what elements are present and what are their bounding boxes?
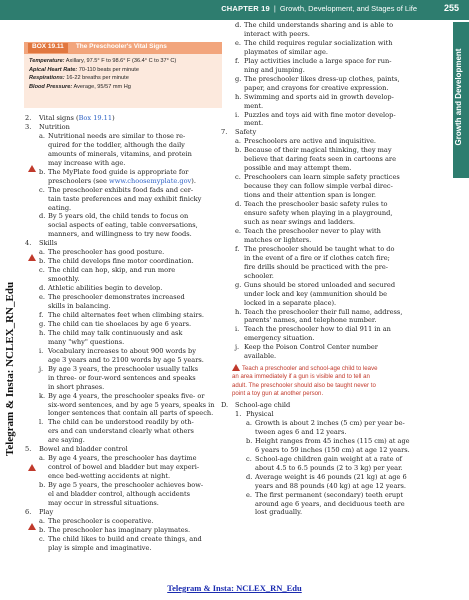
section-heading — [25, 114, 221, 123]
item-letter: a. — [235, 137, 242, 146]
item-line: The child can be understood readily by oth- — [48, 418, 194, 427]
list-item — [235, 200, 440, 227]
item-line: Guns should be stored unloaded and secured — [244, 280, 396, 289]
item-letter: b. — [246, 436, 253, 445]
item-letter: c. — [246, 454, 252, 463]
item-letter: k. — [39, 391, 46, 400]
section-number: 1. — [235, 409, 242, 418]
item-line: Swimming and sports aid in growth develop- — [244, 92, 394, 101]
right-column — [221, 21, 440, 517]
priority-triangle-icon — [28, 254, 36, 261]
item-line: The preschooler is cooperative. — [48, 516, 154, 525]
item-line: Height ranges from 45 inches (115 cm) at age — [255, 436, 410, 445]
item-line: schooler. — [244, 271, 274, 280]
item-line: The child requires regular socialization with — [244, 38, 393, 47]
section-heading — [221, 401, 440, 410]
section-label: Vital signs ( — [39, 114, 79, 122]
item-line: playmates of similar age. — [244, 47, 328, 56]
list-item — [39, 517, 221, 526]
side-tab-label: Growth and Development — [454, 48, 463, 146]
item-line: fire drills should be practiced with the pre- — [244, 262, 389, 271]
list-item — [39, 329, 221, 347]
item-line: Preschoolers are active and inquisitive. — [244, 137, 376, 146]
list-item — [39, 481, 221, 508]
item-line: control of bowel and bladder but may experi- — [48, 463, 200, 472]
list-item — [39, 132, 221, 168]
bottom-watermark: Telegram & Insta: NCLEX_RN_Edu — [167, 583, 302, 593]
item-line: ment. — [244, 101, 264, 110]
item-line: tions and their attention span is longer. — [244, 191, 376, 200]
item-letter: g. — [39, 319, 46, 328]
section-label: Skills — [39, 239, 58, 248]
section-label: Safety — [235, 128, 257, 137]
item-line: interact with peers. — [244, 29, 310, 38]
running-head: CHAPTER 19 | Growth, Development, and Stages of Life — [221, 4, 417, 13]
page-number: 255 — [443, 3, 459, 13]
item-line: The child develops fine motor coordination. — [48, 257, 194, 266]
item-line: The child can hop, skip, and run more — [48, 266, 176, 275]
item-line: The preschooler exhibits food fads and cer- — [48, 185, 194, 194]
priority-triangle-icon — [28, 165, 36, 172]
priority-triangle-icon — [28, 523, 36, 530]
item-letter: j. — [39, 364, 44, 373]
item-line: lost gradually. — [255, 508, 303, 517]
list-item — [246, 473, 440, 491]
item-line: The preschooler has imaginary playmates. — [48, 525, 191, 534]
item-line: believe that daring feats seen in cartoons are — [244, 155, 396, 164]
list-item — [235, 227, 440, 245]
item-letter: c. — [39, 534, 45, 543]
item-line: School-age children gain weight at a rate of — [255, 454, 402, 463]
priority-triangle-icon — [28, 464, 36, 471]
item-letter: a. — [39, 516, 46, 525]
item-line: The child understands sharing and is able to — [244, 21, 394, 29]
box-reference-link[interactable]: Box 19.11 — [78, 114, 113, 122]
list-item — [39, 347, 221, 365]
list-item — [235, 325, 440, 343]
item-line: emergency situation. — [244, 334, 315, 343]
item-letter: d. — [235, 21, 242, 29]
item-line: in the event of a fire or if clothes catch fire; — [244, 253, 390, 262]
item-letter: c. — [39, 185, 45, 194]
item-line: The first permanent (secondary) teeth erupt — [255, 490, 404, 499]
list-item — [39, 392, 221, 419]
item-line: el and bladder control, although accidents — [48, 490, 190, 499]
list-item — [39, 212, 221, 239]
item-line: skills in balancing. — [48, 302, 111, 311]
item-line: Teach the preschooler never to play with — [244, 226, 381, 235]
vertical-watermark: Telegram & Insta: NCLEX_RN_Edu — [4, 281, 16, 456]
item-line: By age 4 years, the preschooler has daytime — [48, 454, 197, 463]
alert-line: point a toy gun at another person. — [232, 389, 324, 397]
item-line: possible and may attempt them. — [244, 164, 352, 173]
side-tab — [453, 22, 469, 178]
section-heading — [221, 128, 440, 137]
vital-sign-row — [24, 74, 222, 83]
section-number: 5. — [25, 445, 32, 454]
item-text: preschoolers (see — [48, 176, 110, 185]
item-letter: f. — [235, 244, 240, 253]
item-line: ensure safety when playing in a playground, — [244, 209, 393, 218]
list-item — [39, 168, 221, 186]
list-item — [39, 266, 221, 284]
list-item — [39, 365, 221, 392]
item-letter: e. — [235, 38, 241, 47]
item-letter: d. — [235, 200, 242, 209]
item-line: locked in a separate place). — [244, 298, 337, 307]
item-line: Keep the Poison Control Center number — [244, 343, 378, 352]
item-line: ence bed-wetting accidents at night. — [48, 472, 171, 481]
item-line: Teach the preschooler basic safety rules to — [244, 200, 388, 209]
list-item — [246, 437, 440, 455]
item-line: amounts of minerals, vitamins, and protein — [48, 149, 192, 158]
item-letter: b. — [39, 167, 46, 176]
item-letter: f. — [235, 56, 240, 65]
section-number: 6. — [25, 507, 32, 516]
box-id: BOX 19.11 — [28, 43, 68, 53]
vital-sign-row — [24, 57, 222, 66]
item-line: years and 88 pounds (40 kg) at age 12 years. — [255, 481, 407, 490]
item-line: The preschooler demonstrates increased — [48, 293, 185, 302]
physical-subsection — [235, 410, 440, 517]
item-line: because they can follow simple verbal direc- — [244, 182, 393, 191]
vital-sign-label: Temperature: — [29, 58, 65, 64]
list-item — [235, 93, 440, 111]
list-item — [39, 454, 221, 481]
item-line: Nutritional needs are similar to those re- — [48, 131, 186, 140]
section-label: Physical — [246, 409, 274, 418]
item-line: play is simple and imaginative. — [48, 543, 152, 552]
item-line: Play activities include a large space for run- — [244, 56, 392, 65]
item-line: parents' names, and telephone number. — [244, 316, 377, 325]
item-text: ). — [191, 176, 196, 185]
item-line: are saying. — [48, 436, 85, 445]
item-line: By age 3 years, the preschooler usually talks — [48, 364, 199, 373]
list-item — [235, 146, 440, 173]
item-line: The preschooler has good posture. — [48, 248, 165, 257]
item-letter: j. — [235, 343, 240, 352]
myplate-link[interactable]: www.choosemyplate.gov — [109, 176, 192, 185]
item-letter: e. — [235, 226, 241, 235]
item-letter: a. — [39, 131, 46, 140]
item-letter: a. — [39, 454, 46, 463]
item-line: tain taste preferences and may exhibit finicky — [48, 194, 202, 203]
item-letter: h. — [39, 328, 46, 337]
vital-sign-value: 70-110 beats per minute — [77, 66, 139, 73]
vital-sign-row — [24, 66, 222, 75]
section-label: Bowel and bladder control — [39, 445, 128, 454]
item-line: smoothly. — [48, 275, 80, 284]
item-line: may occur in stressful situations. — [48, 498, 159, 507]
item-line: social aspects of eating, table conversations, — [48, 221, 198, 230]
list-item — [235, 137, 440, 146]
item-line: in three- or four-word sentences and speaks — [48, 373, 196, 382]
item-line: in short phrases. — [48, 382, 105, 391]
section-number: 2. — [25, 114, 32, 122]
item-line: eating. — [48, 203, 72, 212]
item-letter: b. — [235, 146, 242, 155]
item-line: tween ages 6 and 12 years. — [255, 427, 347, 436]
item-letter: i. — [235, 325, 240, 334]
item-letter: i. — [39, 346, 44, 355]
item-line: By age 5 years, the preschooler achieves bow- — [48, 481, 204, 490]
section-heading — [25, 239, 221, 248]
vital-sign-label: Apical Heart Rate: — [29, 66, 78, 73]
alert-line: an area immediately if a gun is visible and to tell an — [232, 373, 370, 381]
item-line: The MyPlate food guide is appropriate for — [48, 167, 189, 176]
item-line: The child may talk continuously and ask — [48, 328, 183, 337]
item-line: under lock and key (ammunition should be — [244, 289, 388, 298]
section-heading — [235, 409, 440, 419]
section-label: School-age child — [235, 401, 291, 410]
list-item — [246, 491, 440, 518]
list-item — [235, 111, 440, 129]
item-line: Average weight is 46 pounds (21 kg) at age 6 — [255, 472, 407, 481]
vital-signs-box — [24, 42, 222, 108]
alert-line: Teach a preschooler and school-age child to leave — [242, 365, 378, 373]
item-line: may increase with age. — [48, 158, 126, 167]
list-item — [39, 284, 221, 293]
item-letter: b. — [39, 257, 46, 266]
item-letter: e. — [246, 490, 252, 499]
item-line: matches or lighters. — [244, 235, 312, 244]
section-label: ) — [112, 114, 115, 122]
item-line: ning and jumping. — [244, 65, 305, 74]
vital-sign-row — [24, 83, 222, 92]
item-line: By age 4 years, the preschooler speaks five- or — [48, 391, 205, 400]
item-letter: f. — [39, 310, 44, 319]
item-line — [48, 177, 221, 186]
item-line: ers and can understand clearly what others — [48, 427, 194, 436]
vital-sign-label: Blood Pressure: — [29, 83, 73, 90]
item-letter: i. — [235, 110, 240, 119]
list-item — [39, 186, 221, 213]
section-label: Play — [39, 507, 54, 516]
list-item — [39, 311, 221, 320]
item-line: The child alternates feet when climbing stairs. — [48, 310, 204, 319]
item-line: The preschooler likes dress-up clothes, paints, — [244, 74, 400, 83]
list-item — [235, 75, 440, 93]
item-line: Growth is about 2 inches (5 cm) per year be- — [255, 418, 405, 427]
item-line: By 5 years old, the child tends to focus on — [48, 212, 189, 221]
item-line: longer sentences that contain all parts of speech. — [48, 409, 214, 418]
list-item — [235, 39, 440, 57]
item-line: ment. — [244, 119, 264, 128]
item-letter: c. — [235, 173, 241, 182]
vital-sign-value: 16-22 breaths per minute — [64, 75, 129, 82]
item-line: The preschooler should be taught what to do — [244, 244, 395, 253]
section-number: 4. — [25, 239, 32, 248]
item-line: around age 6 years, and deciduous teeth are — [255, 499, 405, 508]
list-item — [39, 526, 221, 535]
item-letter: c. — [39, 266, 45, 275]
list-item — [235, 245, 440, 281]
box-header — [24, 42, 222, 54]
section-label: Nutrition — [39, 122, 70, 131]
section-heading — [25, 445, 221, 454]
section-number: 7. — [221, 128, 228, 137]
item-line: Puzzles and toys aid with fine motor develop- — [244, 110, 396, 119]
item-letter: d. — [246, 472, 253, 481]
item-line: Vocabulary increases to about 900 words by — [48, 346, 196, 355]
item-line: The child likes to build and create things, and — [48, 534, 202, 543]
list-item — [246, 419, 440, 437]
item-letter: l. — [39, 418, 44, 427]
list-item — [39, 418, 221, 445]
item-line: available. — [244, 352, 277, 361]
item-line: Because of their magical thinking, they may — [244, 146, 392, 155]
list-item — [39, 248, 221, 257]
item-letter: a. — [39, 248, 46, 257]
list-item — [235, 281, 440, 308]
list-item — [39, 257, 221, 266]
item-letter: a. — [246, 418, 253, 427]
item-line: Teach the preschooler their full name, address, — [244, 307, 403, 316]
list-item — [246, 455, 440, 473]
item-letter: e. — [39, 293, 45, 302]
item-line: age 3 years and to 2100 words by age 5 years. — [48, 355, 204, 364]
item-line: Teach the preschooler how to dial 911 in an — [244, 325, 391, 334]
section-letter: D. — [221, 401, 229, 410]
item-line: paper, and crayons for creative expression. — [244, 83, 389, 92]
alert-triangle-icon — [232, 364, 240, 371]
item-letter: h. — [235, 307, 242, 316]
chapter-title: Growth, Development, and Stages of Life — [279, 4, 417, 13]
list-item — [235, 343, 440, 361]
item-letter: g. — [235, 280, 242, 289]
item-line: many "why" questions. — [48, 337, 125, 346]
item-line: Athletic abilities begin to develop. — [48, 284, 163, 293]
safety-alert — [232, 364, 440, 398]
item-letter: b. — [39, 525, 46, 534]
left-column — [25, 114, 221, 553]
alert-line: adult. The preschooler should also be taught never to — [232, 381, 376, 389]
item-line: manners, and willingness to try new foods. — [48, 230, 192, 239]
list-item — [235, 308, 440, 326]
list-item — [39, 293, 221, 311]
vital-sign-label: Respirations: — [29, 75, 65, 82]
section-heading — [25, 507, 221, 517]
list-item — [235, 21, 440, 39]
section-heading — [25, 122, 221, 132]
item-line: 6 years to 59 inches (150 cm) at age 12 years. — [255, 445, 410, 454]
list-item — [39, 320, 221, 329]
item-line: Preschoolers can learn simple safety practices — [244, 173, 400, 182]
list-item — [235, 173, 440, 200]
item-letter: d. — [39, 212, 46, 221]
item-letter: b. — [39, 481, 46, 490]
chapter-label: CHAPTER 19 — [221, 4, 270, 13]
item-line: The child can tie shoelaces by age 6 years. — [48, 319, 192, 328]
item-line: about 4.5 to 6.5 pounds (2 to 3 kg) per year. — [255, 463, 403, 472]
box-title: The Preschooler's Vital Signs — [75, 43, 167, 50]
item-line: such as near swings and ladders. — [244, 217, 355, 226]
item-line: six-word sentences, and by age 5 years, speaks in — [48, 400, 215, 409]
list-item — [39, 535, 221, 553]
item-letter: h. — [235, 92, 242, 101]
item-letter: d. — [39, 284, 46, 293]
vital-sign-value: Axillary, 97.5° F to 98.6° F (36.4° C to 37° C) — [64, 58, 177, 64]
section-number: 3. — [25, 122, 32, 131]
item-line: quired for the toddler, although the daily — [48, 140, 185, 149]
item-letter: g. — [235, 74, 242, 83]
vital-sign-value: Average, 95/57 mm Hg — [72, 83, 131, 90]
list-item — [235, 57, 440, 75]
